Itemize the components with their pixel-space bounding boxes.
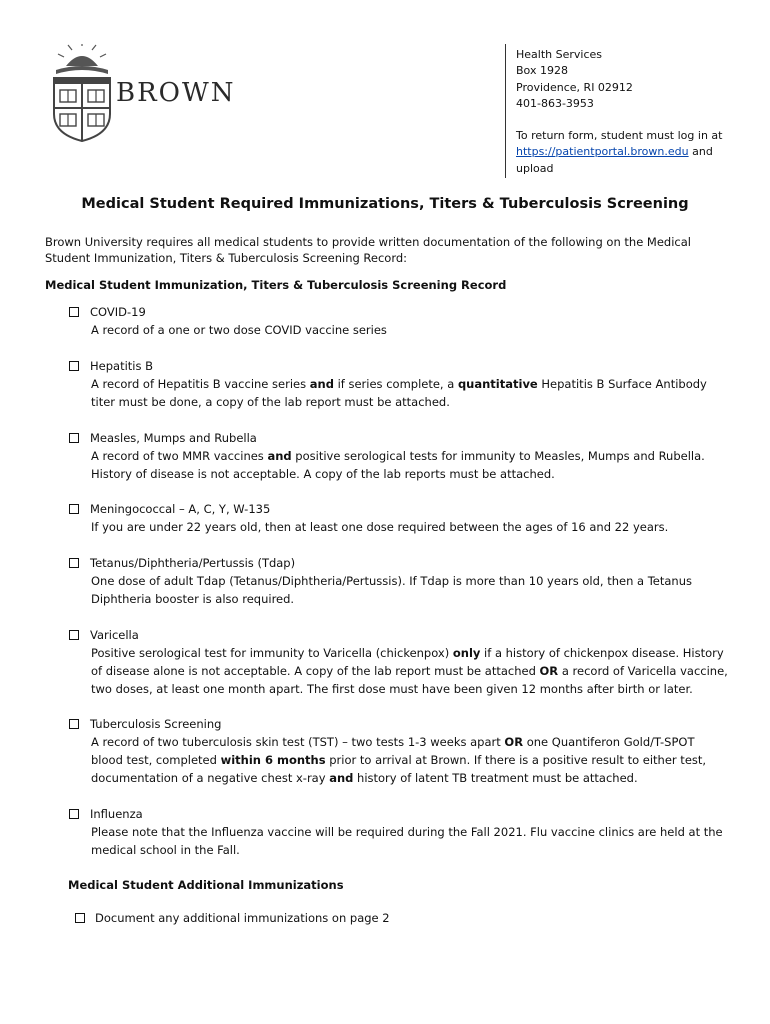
return-instructions: To return form, student must log in at	[516, 129, 723, 143]
immunization-item	[68, 429, 728, 483]
item-desc: A record of two MMR vaccines and positive serological tests for immunity to Measles, Mumps and Rubella. History of disease is not acceptable. A copy of the lab reports must be attached.	[91, 449, 705, 481]
contact-line: Providence, RI 02912	[516, 80, 633, 94]
item-desc: One dose of adult Tdap (Tetanus/Diphtheria/Pertussis). If Tdap is more than 10 years old, then a Tetanus Diphtheria booster is also required.	[91, 574, 692, 606]
item-name: Hepatitis B	[90, 359, 154, 373]
contact-phone: 401-863-3953	[516, 96, 594, 110]
return-suffix: and	[688, 145, 713, 159]
header-divider	[505, 44, 506, 178]
contact-line: Health Services	[516, 48, 603, 61]
intro-paragraph: Brown University requires all medical students to provide written documentation of the following on the Medical Student Immunization, Titers & Tuberculosis Screening Record:	[45, 235, 691, 265]
immunization-item	[68, 303, 728, 339]
item-name: Varicella	[90, 628, 139, 642]
immunization-item	[68, 554, 728, 608]
item-name: Measles, Mumps and Rubella	[90, 431, 257, 445]
item-desc: If you are under 22 years old, then at least one dose required between the ages of 16 and 22 years.	[91, 520, 669, 534]
patient-portal-link[interactable]: https://patientportal.brown.edu	[516, 145, 689, 159]
checkbox[interactable]	[69, 433, 79, 443]
item-desc: A record of Hepatitis B vaccine series and if series complete, a quantitative Hepatitis B Surface Antibody titer must be done, a copy of the lab report must be attached.	[91, 377, 707, 409]
immunization-item	[68, 715, 728, 787]
checkbox[interactable]	[69, 504, 79, 514]
item-name: Meningococcal – A, C, Y, W-135	[90, 502, 271, 516]
checkbox[interactable]	[69, 307, 79, 317]
item-name: COVID-19	[90, 305, 146, 319]
additional-section-title: Medical Student Additional Immunizations	[68, 878, 344, 892]
item-desc: Positive serological test for immunity to Varicella (chickenpox) only if a history of chickenpox disease. History of disease alone is not acceptable. A copy of the lab report must be attached OR a record of Varicella vaccine, two doses, at least one month apart. The first dose must have been given 12 months after birth or later.	[91, 646, 728, 696]
item-desc: A record of two tuberculosis skin test (TST) – two tests 1-3 weeks apart OR one Quantiferon Gold/T-SPOT blood test, completed within 6 months prior to arrival at Brown. If there is a positive result to either test, documentation of a negative chest x-ray and history of latent TB treatment must be attached.	[91, 735, 707, 785]
page-title: Medical Student Required Immunizations, Titers & Tuberculosis Screening	[81, 196, 689, 212]
checkbox[interactable]	[69, 361, 79, 371]
item-name: Influenza	[90, 807, 143, 821]
checkbox[interactable]	[69, 558, 79, 568]
item-name: Tuberculosis Screening	[90, 717, 222, 731]
contact-line: Box 1928	[516, 64, 568, 78]
checkbox[interactable]	[69, 630, 79, 640]
contact-block	[516, 47, 722, 177]
immunization-item	[68, 626, 728, 698]
immunization-item	[68, 357, 728, 411]
logo-wordmark: BROWN	[116, 78, 236, 108]
item-desc: Please note that the Influenza vaccine will be required during the Fall 2021. Flu vaccine clinics are held at the medical school in the Fall.	[91, 825, 723, 857]
brown-crest-icon	[52, 44, 112, 142]
immunization-item	[68, 500, 728, 536]
checkbox[interactable]	[69, 719, 79, 729]
additional-item-label: Document any additional immunizations on page 2	[95, 911, 390, 925]
brown-logo	[52, 44, 242, 144]
item-desc: A record of a one or two dose COVID vaccine series	[91, 323, 387, 337]
additional-item	[74, 909, 390, 927]
section-title: Medical Student Immunization, Titers & Tuberculosis Screening Record	[45, 278, 507, 292]
return-link-line	[516, 144, 722, 160]
checkbox[interactable]	[69, 809, 79, 819]
checkbox[interactable]	[75, 913, 85, 923]
item-name: Tetanus/Diphtheria/Pertussis (Tdap)	[90, 556, 296, 570]
immunization-item	[68, 805, 728, 859]
return-end: upload	[516, 161, 554, 175]
